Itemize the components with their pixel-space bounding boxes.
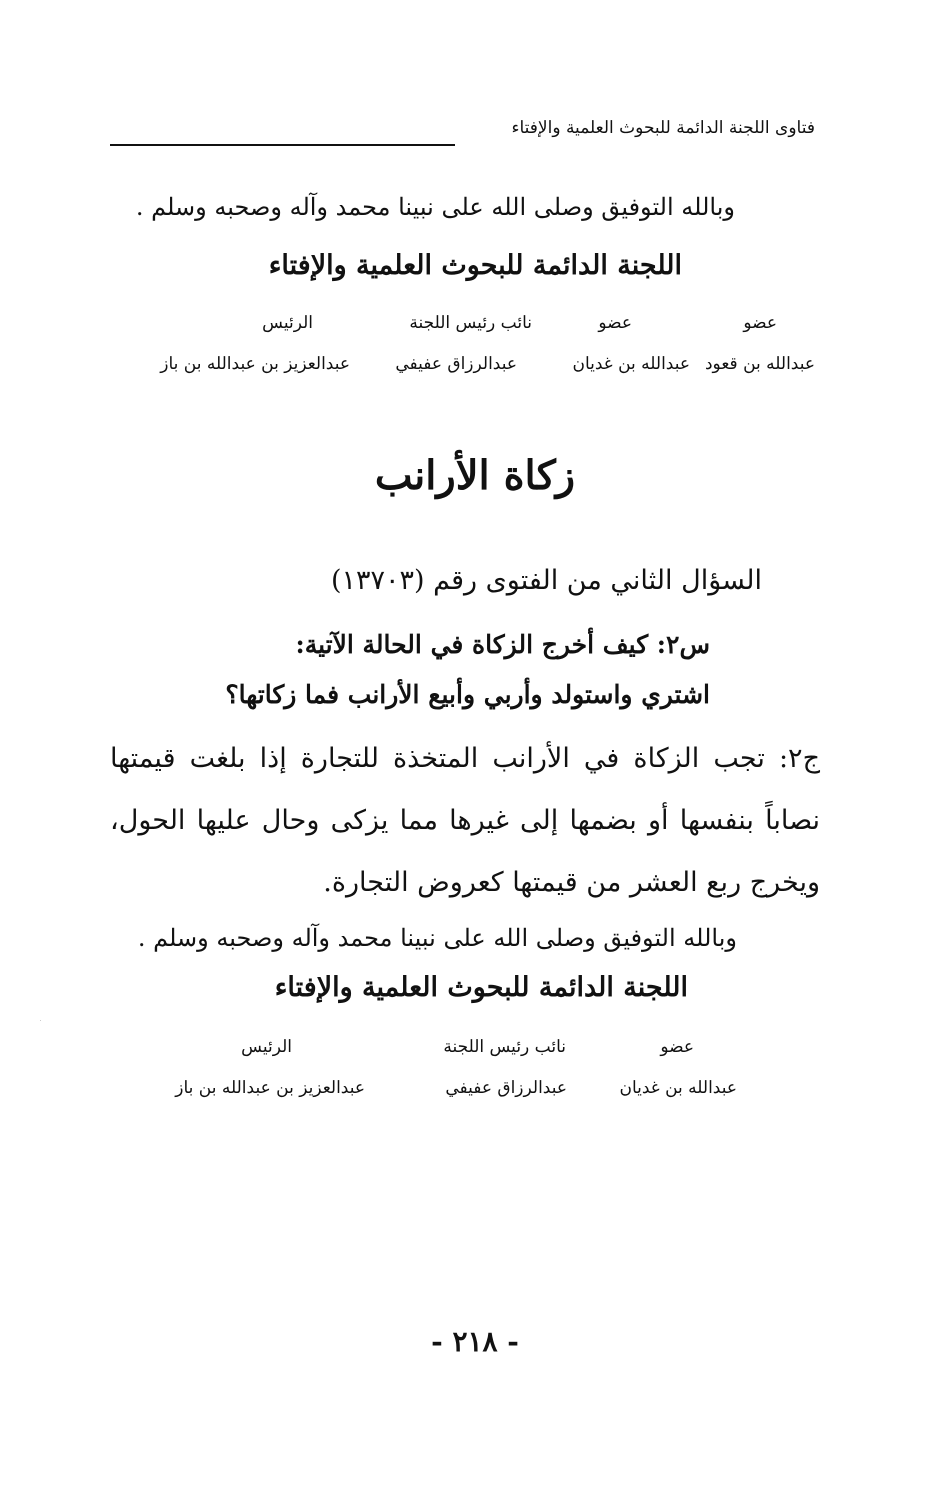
scan-edge-mark (40, 1020, 41, 1021)
signatory-role-1-2: عضو (598, 313, 632, 333)
committee-name-1: اللجنة الدائمة للبحوث العلمية والإفتاء (268, 250, 682, 281)
question-reference: السؤال الثاني من الفتوى رقم (١٣٧٠٣) (330, 565, 762, 596)
signatory-name-1-4: عبدالعزيز بن عبدالله بن باز (160, 354, 350, 374)
closing-formula-2: وبالله التوفيق وصلى الله على نبينا محمد وآله وصحبه وسلم . (137, 924, 737, 952)
signatory-name-2-1: عبدالله بن غديان (619, 1078, 737, 1098)
page-number: - ٢١٨ - (431, 1325, 519, 1358)
signatory-name-1-3: عبدالرزاق عفيفي (395, 354, 517, 374)
question-line-1: س٢: كيف أخرج الزكاة في الحالة الآتية: (295, 630, 710, 659)
signatory-name-2-3: عبدالعزيز بن عبدالله بن باز (175, 1078, 365, 1098)
signatory-role-2-2: نائب رئيس اللجنة (443, 1037, 566, 1057)
answer-paragraph: ج٢: تجب الزكاة في الأرانب المتخذة للتجارة إذا بلغت قيمتها نصاباً بنفسها أو بضمها إلى غيرها مما يزكى وحال عليها الحول، ويخرج ربع العشر من قيمتها كعروض التجارة. (110, 743, 820, 898)
signatory-name-2-2: عبدالرزاق عفيفي (445, 1078, 567, 1098)
signatory-role-1-4: الرئيس (262, 313, 313, 333)
question-line-2: اشتري واستولد وأربي وأبيع الأرانب فما زكاتها؟ (225, 680, 710, 709)
signatory-name-1-2: عبدالله بن غديان (572, 354, 690, 374)
signatory-role-1-1: عضو (743, 313, 777, 333)
header-rule (110, 144, 455, 146)
signatory-role-1-3: نائب رئيس اللجنة (409, 313, 532, 333)
section-title: زكاة الأرانب (374, 452, 576, 499)
signatory-name-1-1: عبدالله بن قعود (704, 354, 815, 374)
running-header: فتاوى اللجنة الدائمة للبحوث العلمية والإفتاء (511, 118, 815, 138)
committee-name-2: اللجنة الدائمة للبحوث العلمية والإفتاء (274, 972, 688, 1003)
closing-formula-1: وبالله التوفيق وصلى الله على نبينا محمد وآله وصحبه وسلم . (135, 193, 735, 221)
signatory-role-2-1: عضو (660, 1037, 694, 1057)
signatory-role-2-3: الرئيس (241, 1037, 292, 1057)
